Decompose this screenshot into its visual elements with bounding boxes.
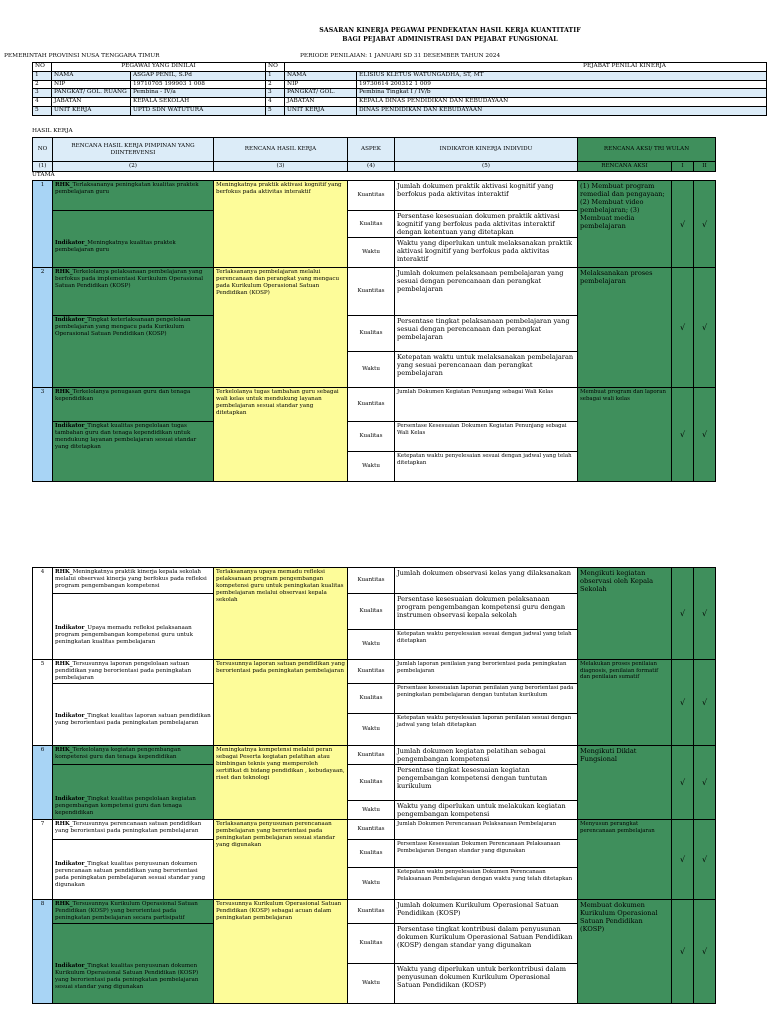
info-value: DINAS PENDIDIKAN DAN KEBUDAYAAN — [357, 106, 767, 115]
rhk-pimpinan-cell — [53, 660, 214, 684]
rhk-pimpinan-text: Terkelolanya kegiatan pengembangan kompetensi guru dan tenaga kependidikan — [55, 747, 181, 760]
info-no-header: NO — [33, 63, 52, 72]
aspek-cell: Kualitas — [348, 765, 395, 801]
col-rencana-aksi-header: RENCANA AKSI — [578, 162, 672, 172]
info-no: 3 — [33, 89, 52, 98]
indikator-cell: Ketepatan waktu untuk melaksanakan pembelajaran yang sesuai perencanaan dan perangkat pembelajaran — [395, 352, 578, 388]
indikator-pimpinan-cell — [53, 594, 214, 660]
rhk-text: Tersusunnya laporan satuan pendidikan yang berorientasi pada peningkatan pembelajaran — [214, 660, 348, 746]
evaluator-header: PEJABAT PENILAI KINERJA — [285, 63, 767, 72]
indikator-cell: Jumlah dokumen Kurikulum Operasional Satuan Pendidikan (KOSP) — [395, 900, 578, 924]
tw2-check: √ — [694, 900, 716, 1004]
col-rhk-header: RENCANA HASIL KERJA — [214, 138, 348, 162]
aspek-cell: Waktu — [348, 352, 395, 388]
aspek-cell: Kuantitas — [348, 568, 395, 594]
rhk-label: RHK_ — [55, 901, 73, 907]
tw2-check: √ — [694, 660, 716, 746]
item-number: 2 — [33, 268, 53, 388]
indikator-cell: Persentase Kesesuaian Dokumen Kegiatan Penunjang sebagai Wali Kelas — [395, 422, 578, 452]
indikator-cell: Ketepatan waktu penyelesaian sesuai dengan jadwal yang telah ditetapkan — [395, 452, 578, 482]
aspek-cell: Waktu — [348, 714, 395, 746]
indikator-pimpinan-cell — [53, 840, 214, 900]
info-no: 3 — [266, 89, 285, 98]
rhk-pimpinan-text: Terkelolanya penugasan guru dan tenaga kependidikan — [55, 389, 191, 402]
rhk-pimpinan-cell — [53, 181, 214, 211]
document-subtitle: BAGI PEJABAT ADMINISTRASI DAN PEJABAT FUNGSIONAL — [342, 36, 558, 43]
tw1-check: √ — [672, 181, 694, 268]
rhk-pimpinan-text: Tersusunnya laporan pengelolaan satuan pendidikan yang berorientasi pada peningkatan pembelajaran — [55, 661, 192, 681]
info-no: 4 — [33, 98, 52, 107]
info-row — [33, 89, 767, 98]
indikator-label: Indikator_ — [55, 963, 88, 969]
indikator-pimpinan-text: Meningkatnya kualitas praktek pembelajaran guru — [55, 240, 176, 253]
aspek-cell: Kualitas — [348, 684, 395, 714]
col-number: (5) — [395, 162, 578, 172]
indikator-pimpinan-cell — [53, 211, 214, 268]
aspek-cell: Kualitas — [348, 924, 395, 964]
evaluated-employee-header: PEGAWAI YANG DINILAI — [52, 63, 266, 72]
rhk-text: Terlaksananya upaya memadu refleksi pelaksanaan program pengembangan kompetensi guru untuk peningkatan kualitas pembelajaran melalui observasi kepala sekolah — [214, 568, 348, 660]
rhk-label: RHK_ — [55, 747, 73, 753]
tw1-check: √ — [672, 820, 694, 900]
item-number: 1 — [33, 181, 53, 268]
info-row — [33, 80, 767, 89]
info-label: JABATAN — [52, 98, 131, 107]
rhk-pimpinan-text: Tersusunnya Kurikulum Operasional Satuan Pendidikan (KOSP) yang berorientasi pada peningkatan pembelajaran secara partisipatif — [55, 901, 198, 921]
indikator-pimpinan-text: Tingkat kualitas penyusunan dokumen perencanaan satuan pendidikan yang berorientasi pada peningkatan pembelajaran sesuai standar yang digunakan — [55, 861, 206, 888]
aspek-cell: Waktu — [348, 964, 395, 1004]
info-no: 2 — [33, 80, 52, 89]
aspek-cell: Kualitas — [348, 594, 395, 630]
info-no: 1 — [266, 71, 285, 80]
item-number: 8 — [33, 900, 53, 1004]
rhk-pimpinan-cell — [53, 900, 214, 924]
indikator-pimpinan-text: Tingkat kualitas laporan satuan pendidikan yang berorientasi pada peningkatan pembelajaran — [55, 713, 211, 726]
info-label: NAMA — [285, 71, 357, 80]
info-value: 19710705 199903 1 008 — [131, 80, 266, 89]
item-number: 6 — [33, 746, 53, 820]
info-value: KEPALA DINAS PENDIDIKAN DAN KEBUDAYAAN — [357, 98, 767, 107]
rhk-label: RHK_ — [55, 389, 73, 395]
performance-table-page-1 — [32, 137, 716, 482]
period-label: PERIODE PENILAIAN: 1 JANUARI SD 31 DESEMBER TAHUN 2024 — [300, 53, 501, 59]
rhk-text: Tersusunnya Kurikulum Operasional Satuan Pendidikan (KOSP) sebagai acuan dalam peningkatan pembelajaran — [214, 900, 348, 1004]
tw2-check: √ — [694, 181, 716, 268]
info-label: JABATAN — [285, 98, 357, 107]
employee-info-table — [32, 62, 767, 116]
item-number: 4 — [33, 568, 53, 660]
info-value: KEPALA SEKOLAH — [131, 98, 266, 107]
info-label: NIP — [285, 80, 357, 89]
tw2-check: √ — [694, 568, 716, 660]
rhk-label: RHK_ — [55, 569, 73, 575]
rhk-pimpinan-text: Terkelolanya pelaksanaan pembelajaran yang berfokus pada implementasi Kurikulum Operasional Satuan Pendidikan (KOSP) — [55, 269, 204, 289]
rhk-label: RHK_ — [55, 821, 73, 827]
tw2-check: √ — [694, 746, 716, 820]
info-row — [33, 98, 767, 107]
indikator-pimpinan-text: Tingkat kualitas pengelolaan tugas tambahan guru dan tenaga kependidikan untuk mendukung layanan pembelajaran sesuai standar yang ditetapkan — [55, 423, 197, 450]
table-row — [33, 568, 716, 594]
info-value: UPTD SDN WATUTURA — [131, 106, 266, 115]
info-value: ELISIUS KLETUS WATUNGADHA, ST, MT — [357, 71, 767, 80]
info-no-header: NO — [266, 63, 285, 72]
col-rhk-pimpinan-header: RENCANA HASIL KERJA PIMPINAN YANG DIINTERVENSI — [53, 138, 214, 162]
indikator-cell: Persentase tingkat kontribusi dalam penyusunan dokumen Kurikulum Operasional Satuan Pendidikan (KOSP) dengan standar yang digunakan — [395, 924, 578, 964]
indikator-pimpinan-cell — [53, 316, 214, 388]
item-number: 3 — [33, 388, 53, 482]
rhk-pimpinan-cell — [53, 568, 214, 594]
indikator-cell: Persentase kesesuaian laporan penilaian yang berorientasi pada peningkatan pembelajaran dengan tuntutan kurikulum — [395, 684, 578, 714]
tw1-check: √ — [672, 268, 694, 388]
performance-table-page-2 — [32, 567, 716, 1004]
indikator-label: Indikator_ — [55, 796, 88, 802]
table-row — [33, 820, 716, 840]
indikator-label: Indikator_ — [55, 861, 88, 867]
rhk-pimpinan-cell — [53, 388, 214, 422]
tw1-check: √ — [672, 388, 694, 482]
aspek-cell: Kualitas — [348, 840, 395, 868]
indikator-cell: Ketepatan waktu penyelesaian sesuai dengan jadwal yang telah ditetapkan — [395, 630, 578, 660]
info-value: ASGAP PENIL, S.Pd — [131, 71, 266, 80]
indikator-cell: Ketepatan waktu penyelesaian Dokumen Perencanaan Pelaksanaan Pembelajaran dengan waktu yang telah ditetapkan — [395, 868, 578, 900]
rencana-aksi-cell: Mengikuti Diklat Fungsional — [578, 746, 672, 820]
utama-spacer — [33, 172, 716, 181]
rhk-label: RHK_ — [55, 661, 73, 667]
aspek-cell: Kuantitas — [348, 660, 395, 684]
indikator-cell: Persentase kesesuaian dokumen praktik aktivasi kognitif yang berfokus pada aktivitas interaktif dengan ketentuan yang ditetapkan — [395, 211, 578, 238]
rhk-text: Terlaksananya penyusunan perencanaan pembelajaran yang berorientasi pada peningkatan pembelajaran sesuai standar yang digunakan — [214, 820, 348, 900]
indikator-pimpinan-cell — [53, 422, 214, 482]
rhk-pimpinan-text: Meningkatnya praktik kinerja kepala sekolah melalui observasi kinerja yang berfokus pada refleksi program pengembangan kompetensi — [55, 569, 207, 589]
col-number: (4) — [348, 162, 395, 172]
indikator-label: Indikator_ — [55, 240, 88, 246]
indikator-pimpinan-cell — [53, 924, 214, 1004]
tw2-check: √ — [694, 268, 716, 388]
table-row — [33, 268, 716, 316]
aspek-cell: Waktu — [348, 452, 395, 482]
indikator-pimpinan-text: Upaya memadu refleksi pelaksanaan program pengembangan kompetensi guru untuk peningkatan kualitas pembelajaran — [55, 625, 194, 645]
hasil-kerja-label: HASIL KERJA — [32, 128, 73, 134]
rhk-text: Meningkatnya kompetensi melalui peran sebagai Peserta kegiatan pelatihan atau bimbingan teknis yang memperoleh sertifikat di bidang pendidikan , kebudayaan, riset dan teknologi — [214, 746, 348, 820]
col-no-header: NO — [33, 138, 53, 162]
indikator-cell: Persentase kesesuaian dokumen pelaksanaan program pengembangan kompetensi guru dengan instrumen observasi kepala sekolah — [395, 594, 578, 630]
info-row — [33, 71, 767, 80]
info-no: 5 — [33, 106, 52, 115]
tw1-check: √ — [672, 568, 694, 660]
rencana-aksi-cell: Mengikuti kegiatan observasi oleh Kepala Sekolah — [578, 568, 672, 660]
aspek-cell: Kuantitas — [348, 746, 395, 765]
indikator-cell: Ketepatan waktu penyelesaian laporan penilaian sesuai dengan jadwal yang telah ditetapkan — [395, 714, 578, 746]
indikator-label: Indikator_ — [55, 713, 88, 719]
col-tw2-header: II — [694, 162, 716, 172]
rhk-pimpinan-cell — [53, 268, 214, 316]
table-row — [33, 746, 716, 765]
rhk-text: Terlaksananya pembelajaran melalui perencanaan dan perangkat yang mengacu pada Kurikulum Operasional Satuan Pendidikan (KOSP) — [214, 268, 348, 388]
tw1-check: √ — [672, 660, 694, 746]
info-label: NAMA — [52, 71, 131, 80]
info-value: 19730614 200312 1 009 — [357, 80, 767, 89]
rencana-aksi-cell: Membuat dokumen Kurikulum Operasional Satuan Pendidikan (KOSP) — [578, 900, 672, 1004]
col-aspek-header: ASPEK — [348, 138, 395, 162]
indikator-cell: Waktu yang diperlukan untuk berkontribusi dalam penyusunan dokumen Kurikulum Operasional Satuan Pendidikan (KOSP) — [395, 964, 578, 1004]
info-label: UNIT KERJA — [52, 106, 131, 115]
indikator-cell: Jumlah dokumen praktik aktivasi kognitif yang berfokus pada aktivitas interaktif — [395, 181, 578, 211]
info-label: PANGKAT/ GOL. — [285, 89, 357, 98]
col-indikator-header: INDIKATOR KINERJA INDIVIDU — [395, 138, 578, 162]
rhk-label: RHK_ — [55, 269, 73, 275]
aspek-cell: Kualitas — [348, 422, 395, 452]
rencana-aksi-cell: Melakukan proses penilaian diagnosis, penilaian formatif dan penilaian sumatif — [578, 660, 672, 746]
indikator-cell: Persentase Kesesuaian Dokumen Perencanaan Pelaksanaan Pembelajaran Dengan standar yang digunakan — [395, 840, 578, 868]
rhk-text: Terkelolanya tugas tambahan guru sebagai wali kelas untuk mendukung layanan pembelajaran sesuai standar yang ditetapkan — [214, 388, 348, 482]
table-row — [33, 900, 716, 924]
indikator-pimpinan-text: Tingkat kualitas penyusunan dokumen Kurikulum Operasional Satuan Pendidikan (KOSP) yang berorientasi pada peningkatan pembelajaran sesuai standar yang digunakan — [55, 963, 199, 990]
info-row — [33, 106, 767, 115]
indikator-cell: Jumlah laporan penilaian yang berorientasi pada peningkatan pembelajaran — [395, 660, 578, 684]
indikator-cell: Jumlah dokumen kegiatan pelatihan sebagai pengembangan kompetensi — [395, 746, 578, 765]
info-value: Pembina Tingkat I / IV/b — [357, 89, 767, 98]
aspek-cell: Kualitas — [348, 211, 395, 238]
info-label: PANGKAT/ GOL. RUANG — [52, 89, 131, 98]
info-label: NIP — [52, 80, 131, 89]
indikator-label: Indikator_ — [55, 625, 88, 631]
indikator-cell: Jumlah Dokumen Perencanaan Pelaksanaan Pembelajaran — [395, 820, 578, 840]
table-row — [33, 388, 716, 422]
rhk-label: RHK_ — [55, 182, 73, 188]
aspek-cell: Waktu — [348, 630, 395, 660]
aspek-cell: Kuantitas — [348, 820, 395, 840]
rhk-text: Meningkatnya praktik aktivasi kognitif yang berfokus pada aktivitas interaktif — [214, 181, 348, 268]
table-row — [33, 660, 716, 684]
indikator-cell: Jumlah dokumen observasi kelas yang dilaksanakan — [395, 568, 578, 594]
info-no: 4 — [266, 98, 285, 107]
rencana-aksi-cell: Melaksanakan proses pembelajaran — [578, 268, 672, 388]
tw2-check: √ — [694, 820, 716, 900]
indikator-pimpinan-text: Tingkat kualitas pengelolaan kegiatan pengembangan kompetensi guru dan tenaga kependidikan — [55, 796, 196, 816]
utama-label: UTAMA — [32, 172, 55, 178]
aspek-cell: Kuantitas — [348, 268, 395, 316]
indikator-cell: Jumlah Dokumen Kegiatan Penunjang sebagai Wali Kelas — [395, 388, 578, 422]
government-label: PEMERINTAH PROVINSI NUSA TENGGARA TIMUR — [4, 53, 160, 59]
indikator-cell: Persentase tingkat kesesuaian kegiatan pengembangan kompetensi dengan tuntutan kurikulum — [395, 765, 578, 801]
aspek-cell: Waktu — [348, 868, 395, 900]
indikator-cell: Persentase tingkat pelaksanaan pembelajaran yang sesuai dengan perencanaan dan perangkat pembelajaran — [395, 316, 578, 352]
item-number: 7 — [33, 820, 53, 900]
indikator-cell: Waktu yang diperlukan untuk melakukan kegiatan pengembangan kompetensi — [395, 801, 578, 820]
tw1-check: √ — [672, 746, 694, 820]
info-no: 1 — [33, 71, 52, 80]
indikator-pimpinan-cell — [53, 765, 214, 820]
aspek-cell: Kualitas — [348, 316, 395, 352]
aspek-cell: Kuantitas — [348, 900, 395, 924]
info-label: UNIT KERJA — [285, 106, 357, 115]
tw2-check: √ — [694, 388, 716, 482]
rhk-pimpinan-cell — [53, 746, 214, 765]
indikator-label: Indikator_ — [55, 317, 88, 323]
table-row — [33, 181, 716, 211]
rhk-pimpinan-text: Terlaksananya peningkatan kualitas praktek pembelajaran guru — [55, 182, 199, 195]
indikator-label: Indikator_ — [55, 423, 88, 429]
col-number: (2) — [53, 162, 214, 172]
document-title: SASARAN KINERJA PEGAWAI PENDEKATAN HASIL KERJA KUANTITATIF — [319, 27, 581, 34]
aspek-cell: Waktu — [348, 801, 395, 820]
item-number: 5 — [33, 660, 53, 746]
col-tw1-header: I — [672, 162, 694, 172]
col-number: (1) — [33, 162, 53, 172]
rencana-aksi-cell: Menyusun perangkat perencanaan pembelajaran — [578, 820, 672, 900]
rencana-aksi-cell: Membuat program dan laporan sebagai wali kelas — [578, 388, 672, 482]
info-no: 5 — [266, 106, 285, 115]
rhk-pimpinan-cell — [53, 820, 214, 840]
indikator-cell: Jumlah dokumen pelaksanaan pembelajaran yang sesuai dengan perencanaan dan perangkat pembelajaran — [395, 268, 578, 316]
rhk-pimpinan-text: Tersusunnya perencanaan satuan pendidikan yang berorientasi pada peningkatan pembelajaran — [55, 821, 202, 834]
indikator-cell: Waktu yang diperlukan untuk melaksanakan praktik aktivasi kognitif yang berfokus pada aktivitas interaktif — [395, 238, 578, 268]
col-rencana-aksi-tw-header: RENCANA AKSI/ TRI WULAN — [578, 138, 716, 162]
rencana-aksi-cell: (1) Membuat program remedial dan pengayaan; (2) Membuat video pembelajaran; (3) Membuat media pembelajaran — [578, 181, 672, 268]
info-no: 2 — [266, 80, 285, 89]
col-number: (3) — [214, 162, 348, 172]
aspek-cell: Kuantitas — [348, 388, 395, 422]
indikator-pimpinan-text: Tingkat keterlaksanaan pengelolaan pembelajaran yang mengacu pada Kurikulum Operasional Satuan Pendidikan (KOSP) — [55, 317, 191, 337]
indikator-pimpinan-cell — [53, 684, 214, 746]
aspek-cell: Waktu — [348, 238, 395, 268]
aspek-cell: Kuantitas — [348, 181, 395, 211]
tw1-check: √ — [672, 900, 694, 1004]
info-value: Pembina - IV/a — [131, 89, 266, 98]
